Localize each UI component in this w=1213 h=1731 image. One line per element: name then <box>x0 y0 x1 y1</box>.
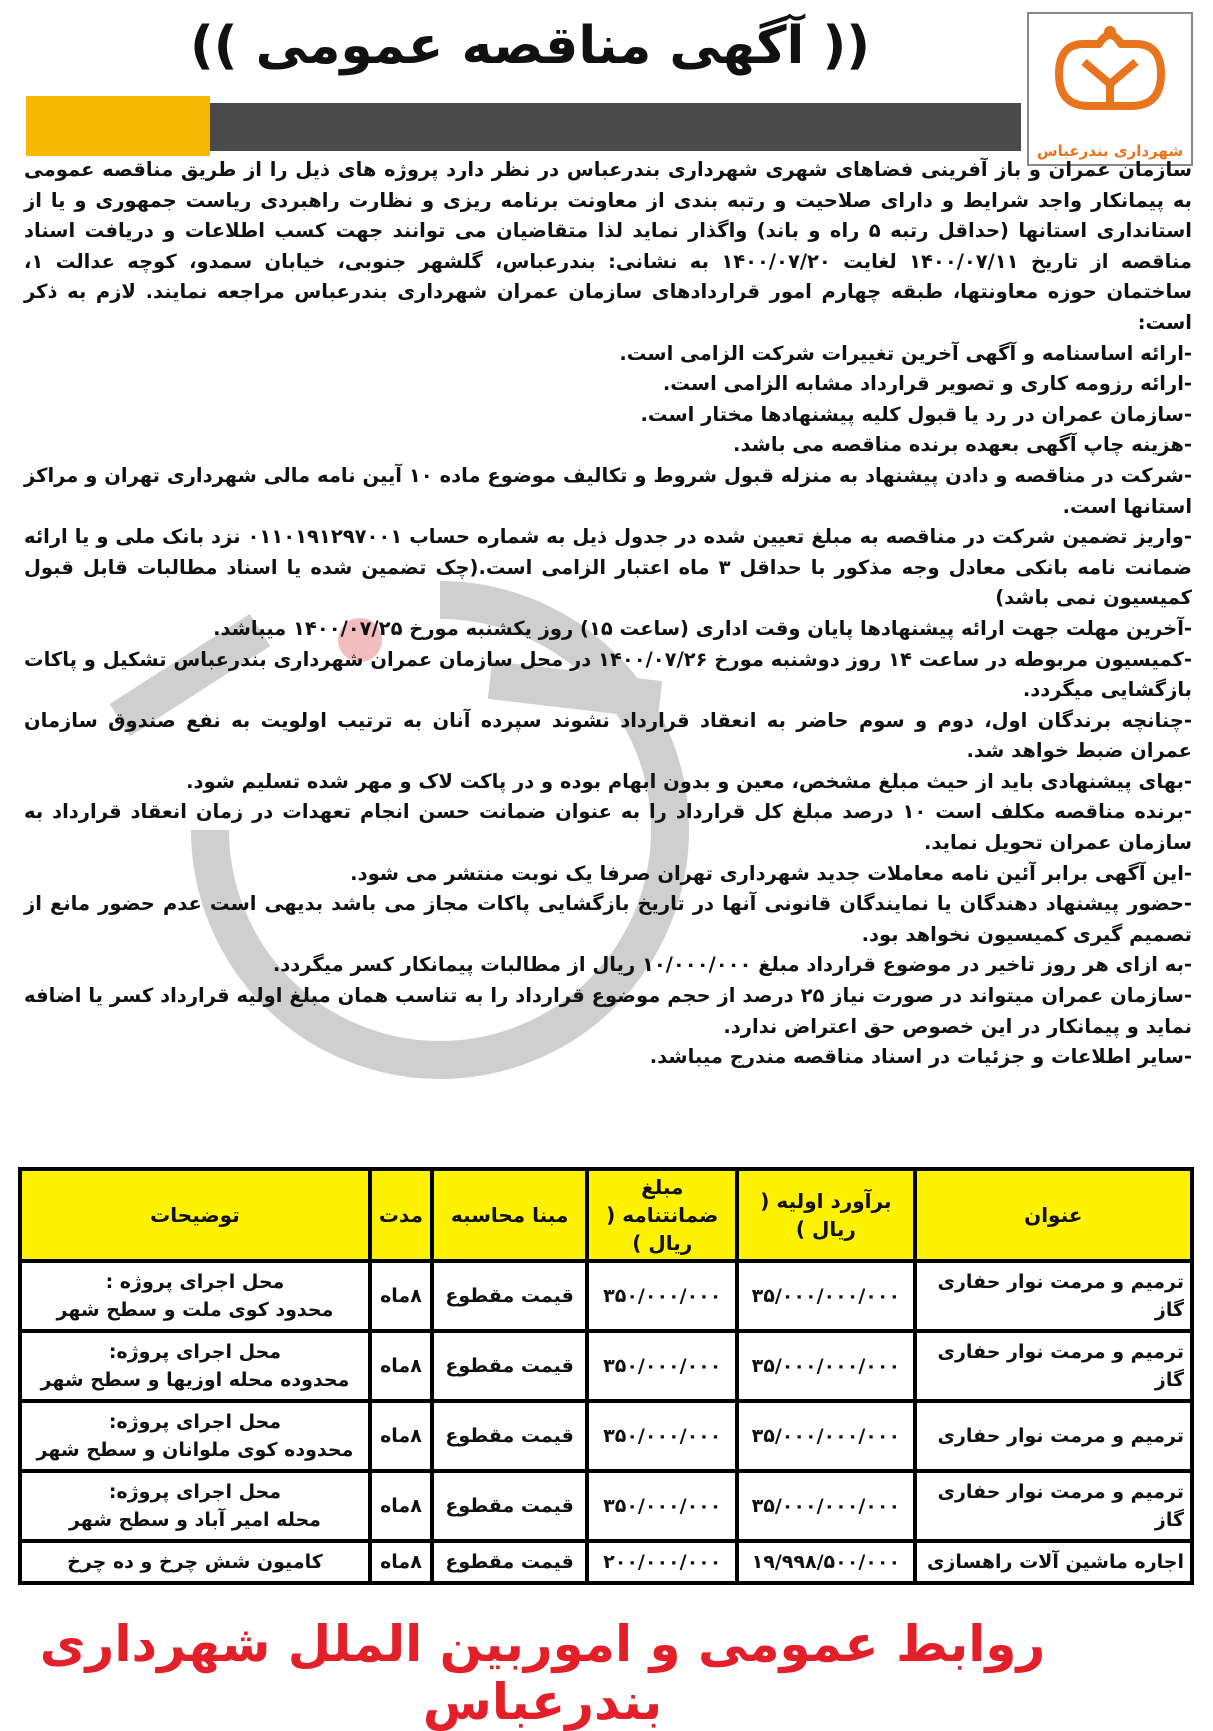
cell-basis: قیمت مقطوع <box>434 1333 585 1399</box>
cell-estimate: ۳۵/۰۰۰/۰۰۰/۰۰۰ <box>739 1333 912 1399</box>
cell-title: ترمیم و مرمت نوار حفاری <box>917 1403 1190 1469</box>
condition-item: -این آگهی برابر آئین نامه معاملات جدید شهرداری تهران صرفا یک نوبت منتشر می شود. <box>350 861 1192 885</box>
table-row <box>22 1263 1190 1329</box>
cell-estimate: ۱۹/۹۹۸/۵۰۰/۰۰۰ <box>739 1543 912 1581</box>
intro-paragraph: سازمان عمران و باز آفرینی فضاهای شهری شهرداری بندرعباس در نظر دارد پروژه های ذیل را از طریق مناقصه عمومی به پیمانکار واجد شرایط و دارای صلاحیت و رتبه بندی از معاونت برنامه ریزی و نظارت راهبردی ریاست جمهوری و یا از استانداری استانها (حداقل رتبه ۵ راه و باند) واگذار نماید لذا متقاضیان می توانند جهت کسب اطلاعات و دریافت اسناد مناقصه از تاریخ ۱۴۰۰/۰۷/۱۱ لغایت ۱۴۰۰/۰۷/۲۰ به نشانی: بندرعباس، گلشهر جنوبی، خیابان سمدو، کوچه عدالت ۱، ساختمان حوزه معاونتها، طبقه چهارم امور قراردادهای سازمان عمران شهرداری بندرعباس مراجعه نمایند. لازم به ذکر است: <box>24 158 1192 334</box>
condition-item: -ارائه اساسنامه و آگهی آخرین تغییرات شرکت الزامی است. <box>619 341 1192 365</box>
condition-item: -کمیسیون مربوطه در ساعت ۱۴ روز دوشنبه مورخ ۱۴۰۰/۰۷/۲۶ در محل سازمان عمران شهرداری بندرعباس تشکیل و پاکات بازگشایی میگردد. <box>24 647 1192 702</box>
desc-line-1: محل اجرای پروژه : <box>105 1271 285 1293</box>
tender-description <box>24 155 1192 1073</box>
cell-duration: ۸ماه <box>372 1543 430 1581</box>
cell-description <box>22 1403 368 1469</box>
condition-item: -واریز تضمین شرکت در مناقصه به مبلغ تعیین شده در جدول ذیل به شماره حساب ۰۱۱۰۱۹۱۲۹۷۰۰۱ نزد بانک ملی و یا ارائه ضمانت نامه بانکی معادل وجه مذکور با حداقل ۳ ماه اعتبار الزامی است.(چک تضمین شده یا اسناد مطالبات قابل قبول کمیسیون نمی باشد) <box>24 525 1192 610</box>
condition-item: -سایر اطلاعات و جزئیات در اسناد مناقصه مندرج میباشد. <box>649 1045 1192 1069</box>
cell-title: اجاره ماشین آلات راهسازی <box>917 1543 1190 1581</box>
table-row <box>22 1333 1190 1399</box>
desc-line-2: محدوده کوی ملوانان و سطح شهر <box>36 1439 354 1461</box>
header-description: توضیحات <box>22 1171 368 1259</box>
desc-line-1: محل اجرای پروژه: <box>108 1411 282 1433</box>
header-duration: مدت <box>372 1171 430 1259</box>
condition-item: -سازمان عمران میتواند در صورت نیاز ۲۵ درصد از حجم موضوع قرارداد را به تناسب همان مبلغ اولیه قرارداد کسر یا اضافه نماید و پیمانکار در این خصوص حق اعتراض ندارد. <box>24 984 1192 1038</box>
desc-line-2: محدود کوی ملت و سطح شهر <box>56 1299 334 1321</box>
condition-item: -به ازای هر روز تاخیر در موضوع قرارداد مبلغ ۱۰/۰۰۰/۰۰۰ ریال از مطالبات پیمانکار کسر میگردد. <box>272 953 1192 977</box>
cell-title: ترمیم و مرمت نوار حفاری گاز <box>917 1473 1190 1539</box>
cell-duration: ۸ماه <box>372 1473 430 1539</box>
condition-item: -بهای پیشنهادی باید از حیث مبلغ مشخص، معین و بدون ابهام بوده و در پاکت لاک و مهر شده تسلیم شود. <box>186 769 1192 793</box>
cell-title: ترمیم و مرمت نوار حفاری گاز <box>917 1333 1190 1399</box>
condition-item: -شرکت در مناقصه و دادن پیشنهاد به منزله قبول شروط و تکالیف موضوع ماده ۱۰ آیین نامه مالی شهرداری تهران و مراکز استانها است. <box>24 463 1192 518</box>
cell-estimate: ۳۵/۰۰۰/۰۰۰/۰۰۰ <box>739 1473 912 1539</box>
cell-basis: قیمت مقطوع <box>434 1473 585 1539</box>
cell-guarantee: ۳۵۰/۰۰۰/۰۰۰ <box>589 1473 735 1539</box>
cell-guarantee: ۳۵۰/۰۰۰/۰۰۰ <box>589 1333 735 1399</box>
header-yellow-accent <box>26 96 210 156</box>
cell-basis: قیمت مقطوع <box>434 1543 585 1581</box>
cell-duration: ۸ماه <box>372 1333 430 1399</box>
cell-guarantee: ۳۵۰/۰۰۰/۰۰۰ <box>589 1403 735 1469</box>
cell-estimate: ۳۵/۰۰۰/۰۰۰/۰۰۰ <box>739 1263 912 1329</box>
condition-item: -برنده مناقصه مکلف است ۱۰ درصد مبلغ کل قرارداد را به عنوان ضمانت حسن انجام تعهدات در زمان انعقاد قرارداد به سازمان عمران تحویل نماید. <box>24 800 1193 855</box>
page-title: (( آگهی مناقصه عمومی )) <box>189 16 871 76</box>
desc-line-2: محله امیر آباد و سطح شهر <box>68 1509 321 1531</box>
cell-description <box>22 1263 368 1329</box>
cell-description: کامیون شش چرخ و ده چرخ <box>22 1543 368 1581</box>
cell-description <box>22 1333 368 1399</box>
desc-line-1: محل اجرای پروژه: <box>108 1481 282 1503</box>
cell-basis: قیمت مقطوع <box>434 1403 585 1469</box>
condition-item: -سازمان عمران در رد یا قبول کلیه پیشنهادها مختار است. <box>640 402 1192 426</box>
condition-item: -حضور پیشنهاد دهندگان یا نمایندگان قانونی آنها در تاریخ بازگشایی پاکات مجاز می باشد بدیهی است عدم حضور مانع از تصمیم گیری کمیسیون نخواهد بود. <box>24 892 1192 946</box>
table-row <box>22 1543 1190 1581</box>
cell-duration: ۸ماه <box>372 1403 430 1469</box>
header-title: عنوان <box>917 1171 1190 1259</box>
cell-guarantee: ۳۵۰/۰۰۰/۰۰۰ <box>589 1263 735 1329</box>
municipality-emblem-icon <box>1029 14 1191 132</box>
condition-item: -چنانچه برندگان اول، دوم و سوم حاضر به انعقاد قرارداد نشوند سپرده آنان به ترتیب اولویت به نفع صندوق سازمان عمران ضبط خواهد شد. <box>24 708 1192 763</box>
table-row <box>22 1473 1190 1539</box>
municipality-logo <box>1027 12 1193 166</box>
table-header-row <box>22 1171 1190 1259</box>
desc-line-2: محدوده محله اوزیها و سطح شهر <box>40 1369 350 1391</box>
logo-caption: شهرداری بندرعباس <box>1036 142 1184 160</box>
footer-signature: روابط عمومی و اموربین الملل شهرداری بندرعباس <box>39 1615 1046 1731</box>
table-row <box>22 1403 1190 1469</box>
cell-title: ترمیم و مرمت نوار حفاری گاز <box>917 1263 1190 1329</box>
condition-item: -هزینه چاپ آگهی بعهده برنده مناقصه می باشد. <box>733 433 1192 457</box>
condition-item: -ارائه رزومه کاری و تصویر قرارداد مشابه الزامی است. <box>662 372 1192 396</box>
desc-line-1: محل اجرای پروژه: <box>108 1341 282 1363</box>
tender-table <box>18 1167 1194 1585</box>
cell-basis: قیمت مقطوع <box>434 1263 585 1329</box>
header-guarantee: مبلغ ضمانتنامه ( ریال ) <box>589 1171 735 1259</box>
cell-duration: ۸ماه <box>372 1263 430 1329</box>
cell-guarantee: ۲۰۰/۰۰۰/۰۰۰ <box>589 1543 735 1581</box>
header-basis: مبنا محاسبه <box>434 1171 585 1259</box>
cell-estimate: ۳۵/۰۰۰/۰۰۰/۰۰۰ <box>739 1403 912 1469</box>
condition-item: -آخرین مهلت جهت ارائه پیشنهادها پایان وقت اداری (ساعت ۱۵) روز یکشنبه مورخ ۱۴۰۰/۰۷/۲۵ میباشد. <box>213 616 1192 640</box>
cell-description <box>22 1473 368 1539</box>
header-estimate: برآورد اولیه ( ریال ) <box>739 1171 912 1259</box>
